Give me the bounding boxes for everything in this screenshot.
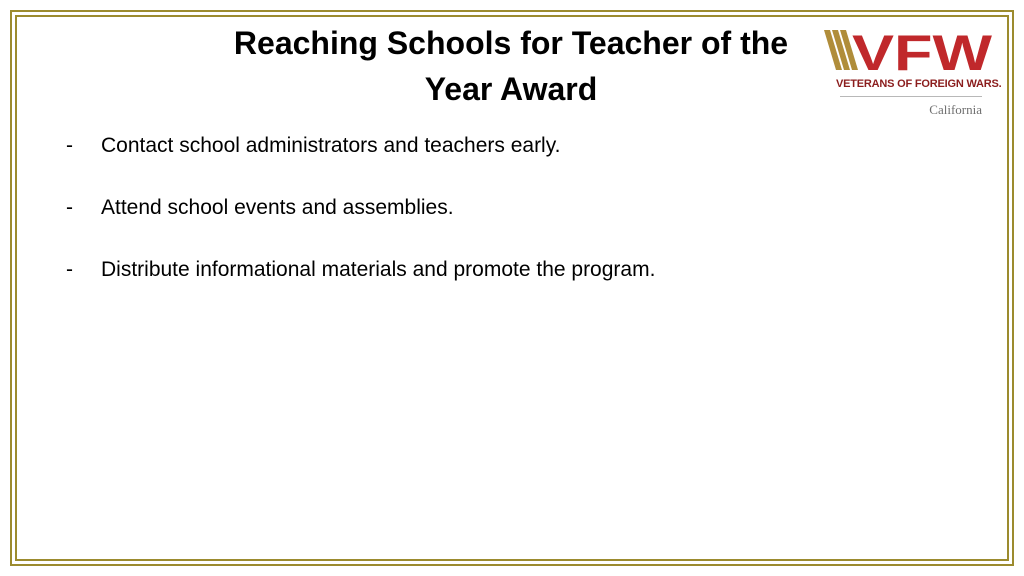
bullet-item [66,130,846,162]
logo-organization-name: VETERANS OF FOREIGN WARS. [836,78,1002,90]
logo-state: California [929,102,982,117]
logo-wordmark: VFW [852,26,994,78]
vfw-logo [822,26,1002,122]
bullet-text: Distribute informational materials and promote the program. [101,258,656,281]
logo-divider [840,96,982,97]
vfw-wordmark-graphic [822,26,998,78]
bullet-item [66,254,846,286]
bullet-item [66,192,846,224]
bullet-text: Attend school events and assemblies. [101,196,454,219]
bullet-marker: - [66,134,73,157]
bullet-text: Contact school administrators and teachers early. [101,134,561,157]
slide-title: Reaching Schools for Teacher of the Year Award [233,25,789,107]
bullet-list [66,130,846,316]
bullet-marker: - [66,196,73,219]
bullet-marker: - [66,258,73,281]
